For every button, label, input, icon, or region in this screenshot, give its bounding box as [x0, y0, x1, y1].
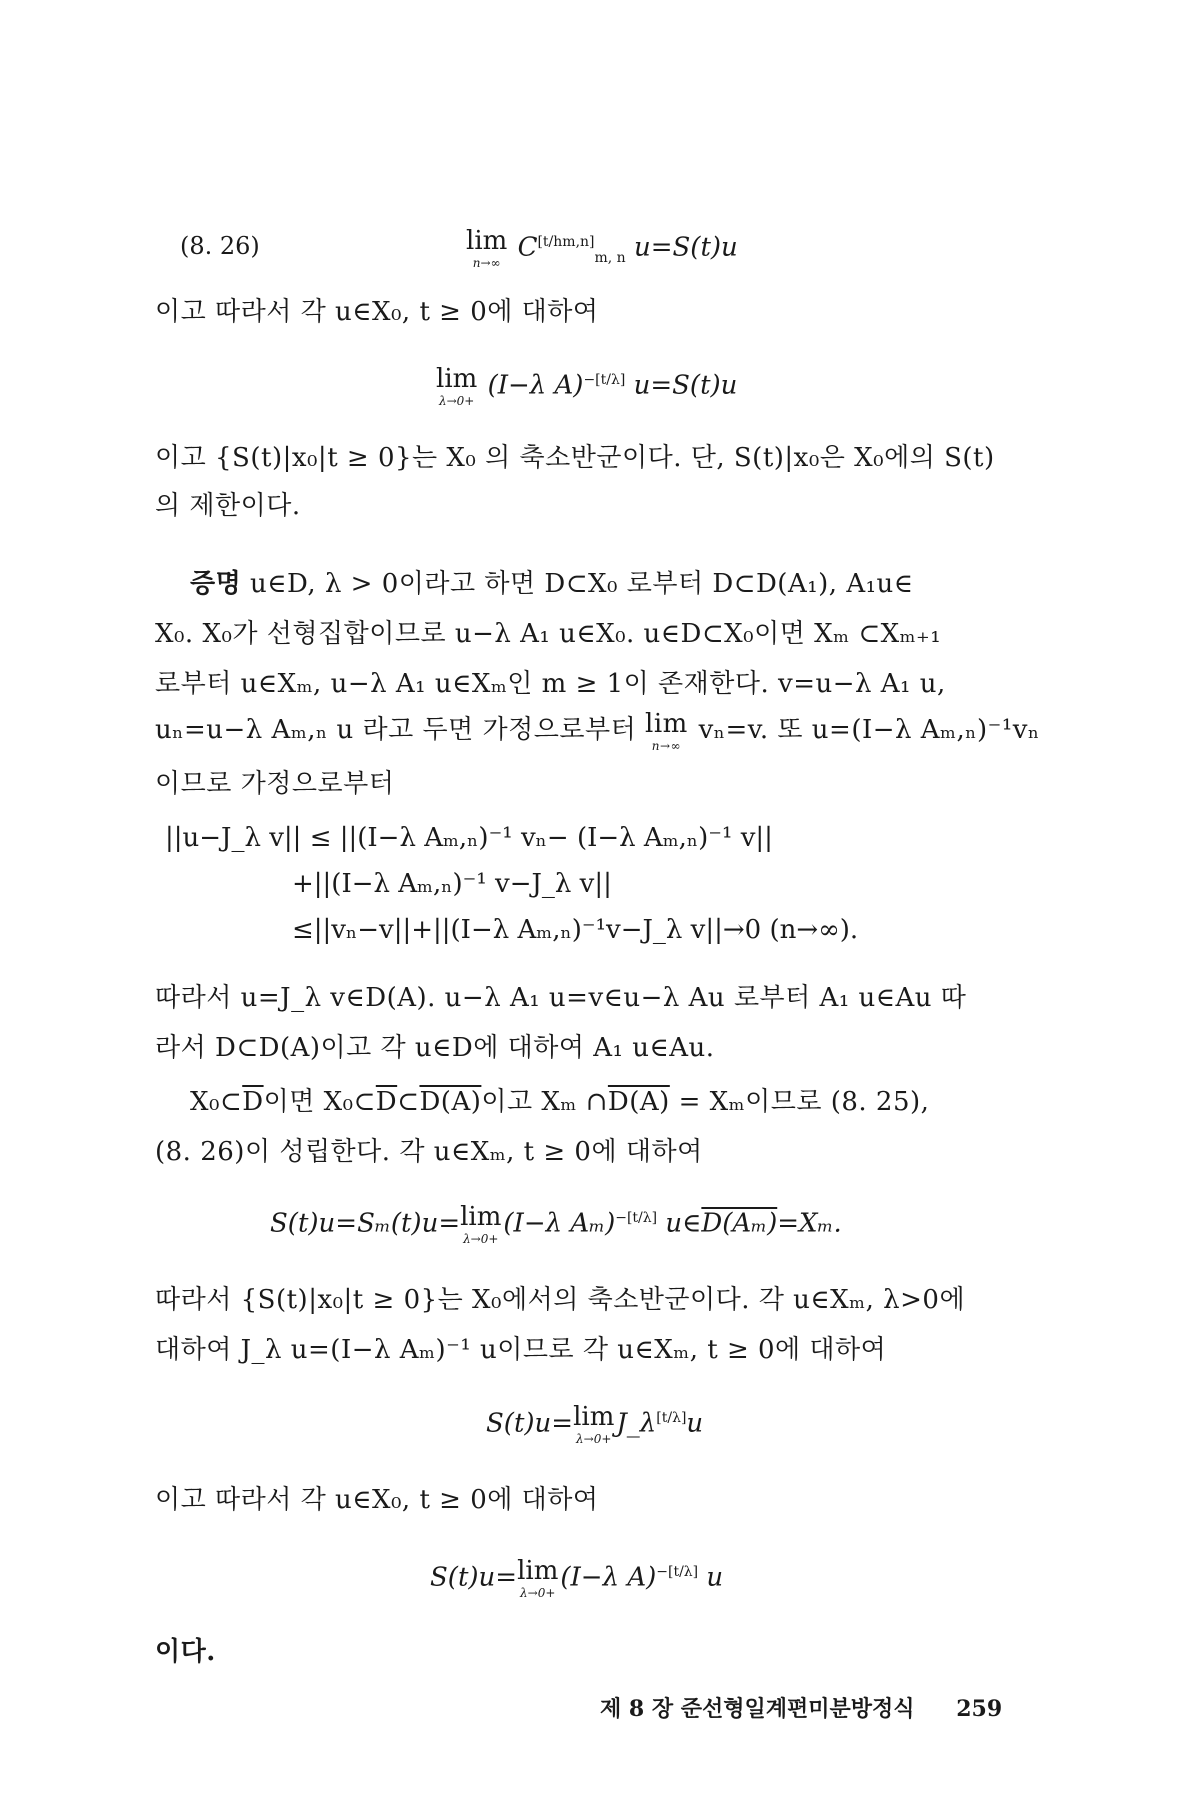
- equation-limit-resolvent: lim λ→0+ (I−λ A)$^{-[t/\lambda]}$ u=S(t)u: [436, 364, 738, 409]
- equation-exponential-formula: S(t)u=lim λ→0+ (I−λ A)$^{-[t/\lambda]}$ u: [430, 1556, 724, 1601]
- paragraph-text: 이다.: [155, 1637, 216, 1667]
- proof-line: 이므로 가정으로부터: [155, 769, 395, 799]
- inequality-line: +||(I−λ Aₘ,ₙ)⁻¹ v−J_λ v||: [292, 869, 612, 899]
- chapter-title: 제 8 장 준선형일계편미분방정식: [600, 1696, 915, 1722]
- paragraph-text: 라서 D⊂D(A)이고 각 u∈D에 대하여 A₁ u∈Au.: [155, 1033, 715, 1063]
- paragraph-text: 대하여 J_λ u=(I−λ Aₘ)⁻¹ u이므로 각 u∈Xₘ, t ≥ 0에 대하여: [155, 1335, 887, 1365]
- proof-line: uₙ=u−λ Aₘ,ₙ u 라고 두면 가정으로부터 lim n→∞ vₙ=v. 또 u=(I−λ Aₘ,ₙ)⁻¹vₙ: [155, 708, 1040, 753]
- paragraph-text: 이고 따라서 각 u∈X₀, t ≥ 0에 대하여: [155, 297, 599, 327]
- equation-semigroup: S(t)u=Sₘ(t)u=lim λ→0+ (I−λ Aₘ)$^{-[t/\lambda]}$ u∈D(Aₘ)=Xₘ.: [270, 1202, 842, 1247]
- equation-yosida: S(t)u=lim λ→0+ J_λ[t/λ]u: [486, 1402, 704, 1447]
- paragraph-text: 의 제한이다.: [155, 491, 301, 521]
- proof-label: 증명: [190, 569, 242, 599]
- paragraph-text: 이고 {S(t)|x₀|t ≥ 0}는 X₀ 의 축소반군이다. 단, S(t)|x₀은 X₀에의 S(t): [155, 443, 995, 473]
- inequality-line: ||u−J_λ v|| ≤ ||(I−λ Aₘ,ₙ)⁻¹ vₙ− (I−λ Aₘ,ₙ)⁻¹ v||: [165, 823, 773, 853]
- inequality-line: ≤||vₙ−v||+||(I−λ Aₘ,ₙ)⁻¹v−J_λ v||→0 (n→∞).: [292, 915, 859, 945]
- paragraph-text: 따라서 {S(t)|x₀|t ≥ 0}는 X₀에서의 축소반군이다. 각 u∈Xₘ, λ>0에: [155, 1285, 966, 1315]
- proof-line: 로부터 u∈Xₘ, u−λ A₁ u∈Xₘ인 m ≥ 1이 존재한다. v=u−λ A₁ u,: [155, 669, 946, 699]
- paragraph-text: $X_0\subset\overline{D}$이면 $X_0\subset\overline{D}\subset D(A)$이고 Xₘ ∩D(A) = Xₘ이므로 (8. 25),: [190, 1087, 930, 1117]
- equation-number: (8. 26): [180, 232, 260, 260]
- equation-8-26: lim n→∞ $C[t/hm,n]_{m, n}$ u=S(t)u: [466, 226, 738, 271]
- paragraph-text: (8. 26)이 성립한다. 각 u∈Xₘ, t ≥ 0에 대하여: [155, 1137, 703, 1167]
- proof-line: 증명 u∈D, λ > 0이라고 하면 D⊂X₀ 로부터 D⊂D(A₁), A₁u∈: [190, 569, 914, 599]
- proof-line: X₀. X₀가 선형집합이므로 u−λ A₁ u∈X₀. u∈D⊂X₀이면 Xₘ ⊂Xₘ₊₁: [155, 619, 942, 649]
- paragraph-text: 따라서 u=J_λ v∈D(A). u−λ A₁ u=v∈u−λ Au 로부터 A₁ u∈Au 따: [155, 983, 967, 1013]
- paragraph-text: 이고 따라서 각 u∈X₀, t ≥ 0에 대하여: [155, 1485, 599, 1515]
- running-footer: [600, 1692, 1002, 1723]
- page-number: 259: [956, 1696, 1003, 1722]
- limit-operator: lim n→∞: [466, 226, 508, 271]
